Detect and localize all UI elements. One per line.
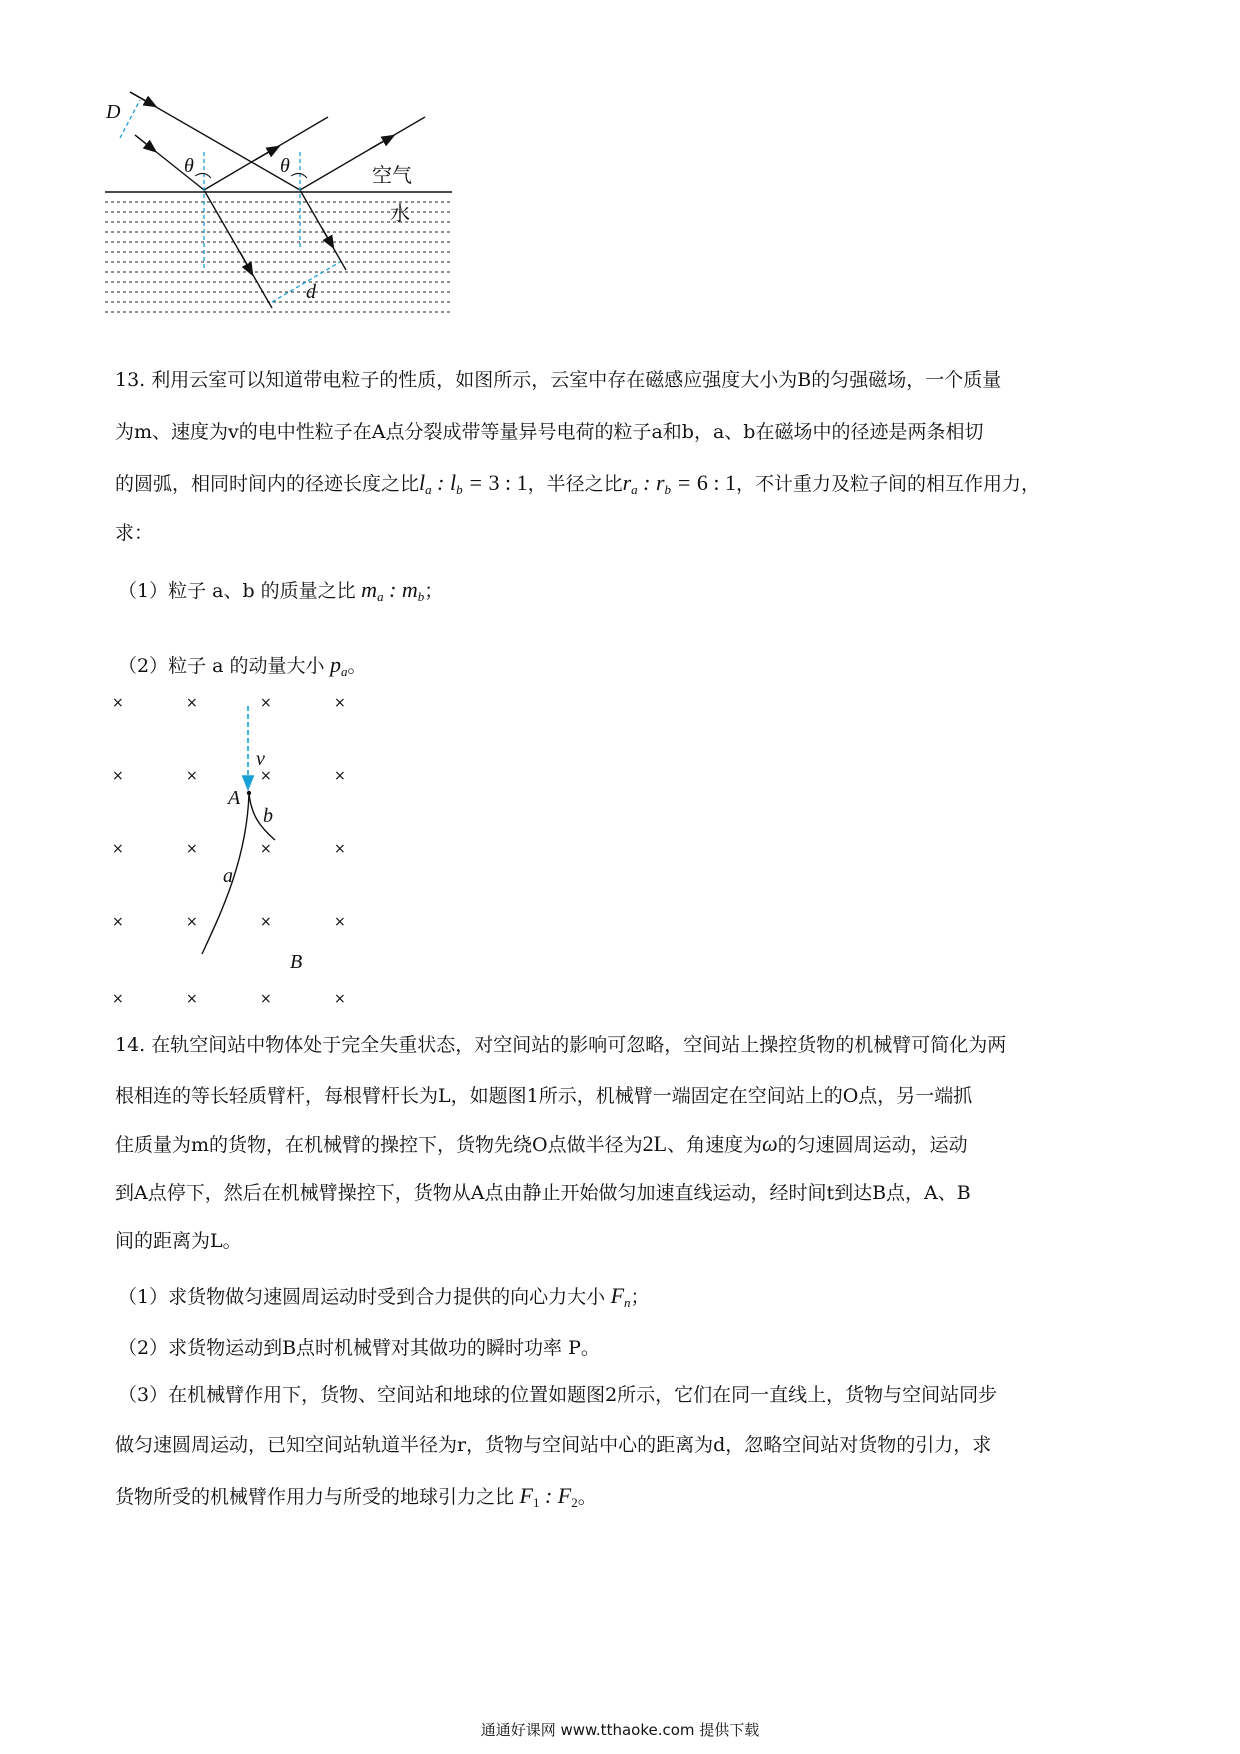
label-D: D bbox=[106, 101, 121, 123]
svg-text:×: × bbox=[186, 841, 198, 857]
q13-sub-2 bbox=[118, 651, 1128, 686]
q14-line-5: 间的距离为L。 bbox=[115, 1230, 242, 1252]
svg-text:×: × bbox=[260, 914, 272, 930]
q13-sub-2-text: （2）粒子 a 的动量大小 bbox=[118, 655, 325, 677]
q14-sub-3-line-3-text: 货物所受的机械臂作用力与所受的地球引力之比 bbox=[115, 1486, 515, 1508]
q14-sub-3-line-2: 做匀速圆周运动，已知空间站轨道半径为r，货物与空间站中心的距离为d，忽略空间站对货物的引力，求 bbox=[115, 1434, 992, 1456]
label-theta-2: θ bbox=[280, 155, 290, 177]
svg-text:×: × bbox=[334, 914, 346, 930]
q14-line-1: 14. 在轨空间站中物体处于完全失重状态，对空间站的影响可忽略，空间站上操控货物的机械臂可简化为两 bbox=[115, 1034, 1007, 1056]
label-B: B bbox=[290, 951, 303, 973]
svg-text:×: × bbox=[260, 991, 272, 1007]
q14-sub-1-text: （1）求货物做匀速圆周运动时受到合力提供的向心力大小 bbox=[118, 1286, 606, 1308]
momentum-formula: $p_a$ bbox=[324, 652, 348, 679]
svg-text:×: × bbox=[112, 991, 124, 1007]
q14-sub-3-line-3-end: 。 bbox=[577, 1486, 597, 1508]
svg-text:×: × bbox=[260, 841, 272, 857]
svg-text:×: × bbox=[112, 695, 124, 711]
svg-text:×: × bbox=[112, 914, 124, 930]
svg-text:×: × bbox=[186, 914, 198, 930]
radius-2L: 2L bbox=[642, 1131, 668, 1156]
label-b: b bbox=[263, 805, 273, 827]
q13-sub-1-text: （1）粒子 a、b 的质量之比 bbox=[118, 580, 356, 602]
q13-line-3 bbox=[115, 469, 1125, 504]
beam-width-D bbox=[120, 100, 140, 138]
label-A: A bbox=[228, 787, 241, 809]
svg-text:×: × bbox=[186, 695, 198, 711]
svg-text:×: × bbox=[334, 695, 346, 711]
svg-text:×: × bbox=[186, 768, 198, 784]
mass-ratio-formula: $m_a$ : $m_b$ bbox=[355, 577, 425, 604]
q14-sub-2: （2）求货物运动到B点时机械臂对其做功的瞬时功率 P。 bbox=[118, 1337, 600, 1359]
label-v: v bbox=[256, 748, 265, 770]
svg-text:×: × bbox=[112, 768, 124, 784]
ratio-l-formula: $l_a$ : $l_b$ = bbox=[419, 470, 489, 497]
svg-text:×: × bbox=[260, 768, 272, 784]
incident-ray-2 bbox=[130, 92, 300, 190]
ratio-l-value: 3 : 1 bbox=[488, 470, 528, 495]
q13-line-1: 13. 利用云室可以知道带电粒子的性质，如图所示，云室中存在磁感应强度大小为B的匀强磁场，一个质量 bbox=[115, 369, 1002, 391]
centripetal-force-formula: $F_n$ bbox=[605, 1283, 631, 1310]
q13-line-2: 为m、速度为v的电中性粒子在A点分裂成带等量异号电荷的粒子a和b，a、b在磁场中的径迹是两条相切 bbox=[115, 421, 984, 443]
q14-sub-3-line-3 bbox=[115, 1482, 1125, 1517]
q13-line-3-text-a: 的圆弧，相同时间内的径迹长度之比 bbox=[115, 473, 420, 495]
q14-line-3-text-b: 、角速度为 bbox=[667, 1134, 763, 1156]
label-d: d bbox=[306, 281, 316, 303]
q13-line-3-text-b: ，半径之比 bbox=[527, 473, 623, 495]
svg-text:×: × bbox=[186, 991, 198, 1007]
q13-sub-2-end: 。 bbox=[347, 655, 367, 677]
q13-line-4: 求： bbox=[115, 522, 154, 544]
label-air: 空气 bbox=[372, 163, 412, 187]
refraction-figure bbox=[100, 90, 520, 355]
svg-text:×: × bbox=[260, 695, 272, 711]
q14-line-4: 到A点停下，然后在机械臂操控下，货物从A点由静止开始做匀加速直线运动，经时间t到达B点，A、B bbox=[115, 1182, 971, 1204]
q14-line-3 bbox=[115, 1130, 1125, 1159]
page-footer: 通通好课网 www.tthaoke.com 提供下载 bbox=[480, 1721, 760, 1739]
q13-line-3-text-c: ，不计重力及粒子间的相互作用力， bbox=[736, 473, 1041, 495]
field-crosses bbox=[112, 695, 346, 1007]
label-a: a bbox=[223, 865, 233, 887]
force-ratio-formula: $F_1$ : $F_2$ bbox=[514, 1483, 578, 1510]
q14-sub-3-line-1: （3）在机械臂作用下，货物、空间站和地球的位置如题图2所示，它们在同一直线上，货物与空间站同步 bbox=[118, 1384, 998, 1406]
q14-line-3-text-c: 的匀速圆周运动，运动 bbox=[777, 1134, 968, 1156]
svg-text:×: × bbox=[334, 841, 346, 857]
svg-text:×: × bbox=[112, 841, 124, 857]
ratio-r-value: 6 : 1 bbox=[696, 470, 737, 495]
omega-symbol: ω bbox=[762, 1131, 778, 1156]
ratio-r-formula: $r_a$ : $r_b$ = bbox=[622, 470, 697, 497]
svg-text:×: × bbox=[334, 768, 346, 784]
q14-line-3-text-a: 住质量为m的货物，在机械臂的操控下，货物先绕O点做半径为 bbox=[115, 1134, 643, 1156]
refracted-ray-1 bbox=[204, 190, 272, 308]
svg-text:×: × bbox=[334, 991, 346, 1007]
q14-sub-1-end: ； bbox=[630, 1286, 650, 1308]
label-theta-1: θ bbox=[184, 155, 194, 177]
q13-sub-1-end: ； bbox=[424, 580, 444, 602]
q14-sub-1 bbox=[118, 1282, 1128, 1317]
label-water: 水 bbox=[390, 201, 410, 225]
q14-line-2: 根相连的等长轻质臂杆，每根臂杆长为L，如题图1所示，机械臂一端固定在空间站上的O点，另一端抓 bbox=[115, 1085, 973, 1107]
q13-sub-1 bbox=[118, 576, 1128, 611]
magnetic-field-figure bbox=[100, 690, 380, 1020]
